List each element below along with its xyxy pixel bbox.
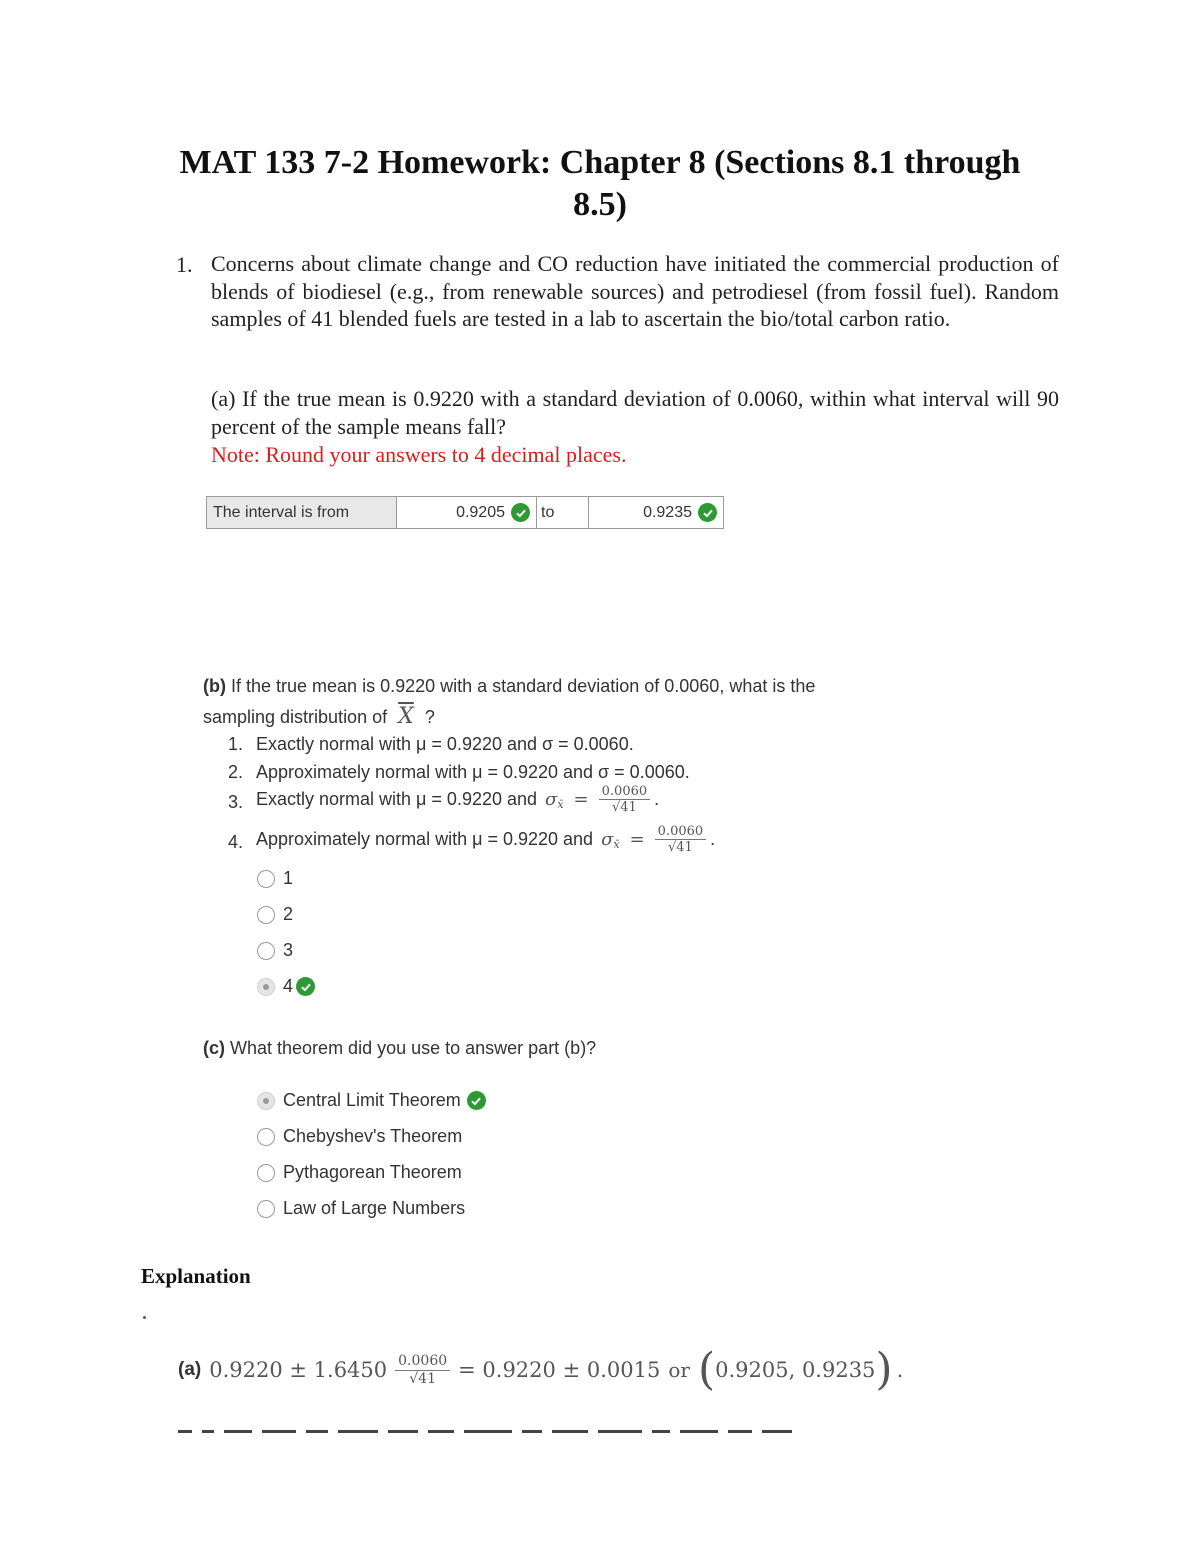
explanation-a-prefix: (a) [178, 1359, 202, 1380]
option-4 [256, 824, 715, 855]
explanation-fraction [395, 1353, 450, 1388]
sigma-subscript: x̄ [613, 838, 620, 851]
option-end: . [710, 829, 716, 849]
sigma-symbol: σ [545, 789, 558, 810]
radio-button[interactable] [257, 1128, 275, 1146]
bullet-dot [143, 1316, 146, 1319]
explanation-a-end: . [896, 1358, 904, 1382]
option-text: Exactly normal with μ = 0.9220 and σ = 0.0060. [256, 734, 634, 754]
equals-sign: = [629, 829, 645, 850]
part-b-prefix: (b) [203, 676, 226, 696]
option-number: 1. [228, 734, 244, 754]
fraction [655, 824, 707, 855]
radio-label: 4 [283, 976, 294, 996]
option-text: Exactly normal with μ = 0.9220 and [256, 789, 538, 809]
option-end: . [654, 789, 660, 809]
fraction-numerator: 0.0060 [655, 824, 707, 840]
explanation-heading: Explanation [141, 1264, 251, 1288]
equals-sign: = [573, 789, 589, 810]
radio-button[interactable] [257, 942, 275, 960]
fraction-denominator: √41 [611, 800, 637, 815]
radio-choice-1[interactable] [257, 868, 293, 889]
part-a-question: (a) If the true mean is 0.9220 with a standard deviation of 0.0060, within what interval will 90 percent of the sample means fall? [211, 386, 1059, 439]
fraction-numerator: 0.0060 [599, 784, 651, 800]
theorem-choice-large-numbers[interactable] [257, 1198, 465, 1219]
lower-bound-field[interactable] [397, 497, 537, 528]
option-number: 3. [228, 792, 244, 812]
option-text: Approximately normal with μ = 0.9220 and σ = 0.0060. [256, 762, 690, 782]
open-paren: ( [697, 1344, 716, 1395]
radio-label: 2 [283, 904, 294, 924]
radio-button[interactable] [257, 906, 275, 924]
upper-bound-value: 0.9235 [643, 503, 692, 521]
radio-button[interactable] [257, 1200, 275, 1218]
explanation-a-expr1: 0.9220 ± 1.6450 [209, 1358, 388, 1382]
option-text: Approximately normal with μ = 0.9220 and [256, 829, 594, 849]
explanation-a-interval: 0.9205, 0.9235 [715, 1358, 876, 1382]
radio-button-selected[interactable] [257, 1092, 275, 1110]
to-label: to [537, 497, 589, 528]
part-b-text2: sampling distribution of [203, 707, 388, 727]
part-c-question [203, 1038, 596, 1059]
correct-check-icon [511, 503, 530, 522]
radio-label: 3 [283, 940, 294, 960]
option-3 [256, 784, 659, 815]
part-b-text: If the true mean is 0.9220 with a standard deviation of 0.0060, what is the [231, 676, 816, 696]
radio-button[interactable] [257, 1164, 275, 1182]
radio-choice-2[interactable] [257, 904, 293, 925]
part-c-prefix: (c) [203, 1038, 225, 1058]
close-paren: ) [875, 1344, 893, 1395]
option-number: 4. [228, 832, 244, 852]
radio-button[interactable] [257, 870, 275, 888]
radio-button-selected[interactable] [257, 978, 275, 996]
answer-label: The interval is from [207, 497, 397, 528]
page-title [0, 142, 1200, 226]
theorem-choice-chebyshev[interactable] [257, 1126, 462, 1147]
radio-label: Chebyshev's Theorem [283, 1126, 463, 1146]
part-b-question [203, 676, 815, 697]
question-text: Concerns about climate change and CO reduction have initiated the commercial production of blends of biodiesel (e.g., from renewable sources) and petrodiesel (from fossil fuel). Random samples of 41 blended fuels are tested in a lab to ascertain the bio/total carbon ratio. [211, 251, 1059, 331]
part-c-text: What theorem did you use to answer part (b)? [230, 1038, 597, 1058]
theorem-choice-clt[interactable] [257, 1090, 486, 1111]
lower-bound-value: 0.9205 [456, 503, 505, 521]
theorem-choice-pythagorean[interactable] [257, 1162, 462, 1183]
fraction-numerator: 0.0060 [395, 1353, 450, 1371]
radio-choice-4[interactable] [257, 976, 315, 997]
part-b-question-mark: ? [424, 707, 435, 727]
radio-label: Law of Large Numbers [283, 1198, 466, 1218]
radio-choice-3[interactable] [257, 940, 293, 961]
title-line-2: 8.5) [573, 186, 627, 223]
radio-label: 1 [283, 868, 294, 888]
part-b-question-line2 [203, 704, 435, 729]
fraction-denominator: √41 [668, 840, 693, 855]
radio-label: Central Limit Theorem [283, 1090, 461, 1110]
option-number: 2. [228, 762, 244, 782]
clipped-text-line [178, 1430, 958, 1436]
upper-bound-field[interactable] [589, 497, 723, 528]
question-number: 1. [176, 252, 193, 277]
correct-check-icon [296, 977, 315, 996]
explanation-a-or: or [668, 1358, 690, 1382]
sigma-subscript: x̄ [557, 798, 564, 811]
title-line-1: MAT 133 7-2 Homework: Chapter 8 (Sections 8.1 through [179, 144, 1021, 181]
fraction [599, 784, 651, 815]
sigma-symbol: σ [601, 829, 614, 850]
explanation-part-a [178, 1344, 904, 1395]
answer-table [206, 496, 724, 529]
x-bar-symbol: $\overline{X}$ [398, 704, 414, 729]
correct-check-icon [698, 503, 717, 522]
rounding-note: Note: Round your answers to 4 decimal places. [211, 442, 627, 467]
correct-check-icon [467, 1091, 486, 1110]
explanation-a-expr2: = 0.9220 ± 0.0015 [458, 1358, 661, 1382]
radio-label: Pythagorean Theorem [283, 1162, 462, 1182]
fraction-denominator: √41 [409, 1370, 437, 1387]
